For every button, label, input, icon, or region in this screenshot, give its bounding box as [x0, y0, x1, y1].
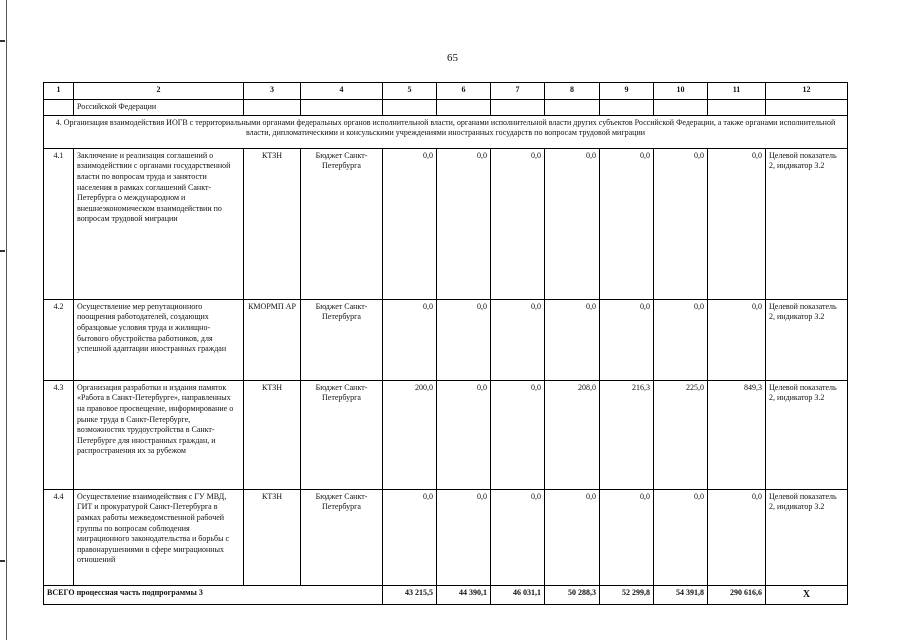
indicator: Целевой показатель 2, индикатор 3.2 [766, 380, 848, 489]
total-amount: 44 390,1 [437, 585, 491, 604]
binding-edge-mark [0, 40, 5, 42]
amount-total-cell: 0,0 [708, 148, 766, 299]
amount-cell: 200,0 [383, 380, 437, 489]
column-number: 11 [708, 83, 766, 100]
grand-total-amount: 290 616,6 [708, 585, 766, 604]
binding-edge-mark [0, 560, 5, 562]
column-number: 12 [766, 83, 848, 100]
total-amount: 46 031,1 [491, 585, 545, 604]
amount-cell: 0,0 [437, 148, 491, 299]
amount-cell: 0,0 [654, 148, 708, 299]
empty-cell [44, 100, 74, 116]
row-number: 4.4 [44, 489, 74, 585]
amount-cell: 0,0 [600, 148, 654, 299]
continuation-row [44, 100, 848, 116]
executor: КМОРМП АР [244, 299, 301, 380]
amount-cell: 0,0 [600, 489, 654, 585]
column-number: 5 [383, 83, 437, 100]
row-number: 4.1 [44, 148, 74, 299]
amount-total-cell: 0,0 [708, 489, 766, 585]
table-row [44, 380, 848, 489]
empty-cell [708, 100, 766, 116]
binding-edge-line [6, 0, 7, 640]
empty-cell [383, 100, 437, 116]
empty-cell [301, 100, 383, 116]
empty-cell [437, 100, 491, 116]
column-number: 4 [301, 83, 383, 100]
page-number: 65 [447, 52, 458, 64]
activity-name: Осуществление взаимодействия с ГУ МВД, ГИТ и прокуратурой Санкт-Петербурга в рамках работы межведомственной рабочей группы по вопросам соблюдения миграционного законодательства и борьбы с правонарушениями в сфере миграционных отношений [74, 489, 244, 585]
amount-cell: 0,0 [491, 380, 545, 489]
column-number: 1 [44, 83, 74, 100]
empty-cell [600, 100, 654, 116]
amount-cell: 0,0 [654, 489, 708, 585]
total-amount: 54 391,8 [654, 585, 708, 604]
column-number: 8 [545, 83, 600, 100]
column-number: 6 [437, 83, 491, 100]
table-row [44, 489, 848, 585]
total-amount: 43 215,5 [383, 585, 437, 604]
column-number: 9 [600, 83, 654, 100]
amount-total-cell: 849,3 [708, 380, 766, 489]
table-row [44, 148, 848, 299]
column-number: 2 [74, 83, 244, 100]
continuation-text: Российской Федерации [74, 100, 244, 116]
amount-cell: 208,0 [545, 380, 600, 489]
amount-cell: 0,0 [437, 380, 491, 489]
indicator: Целевой показатель 2, индикатор 3.2 [766, 148, 848, 299]
table-row [44, 299, 848, 380]
column-number: 3 [244, 83, 301, 100]
total-label: ВСЕГО процессная часть подпрограммы 3 [44, 585, 383, 604]
amount-cell: 0,0 [654, 299, 708, 380]
funding-source: Бюджет Санкт-Петербурга [301, 148, 383, 299]
funding-source: Бюджет Санкт-Петербурга [301, 380, 383, 489]
amount-cell: 216,3 [600, 380, 654, 489]
amount-cell: 0,0 [383, 299, 437, 380]
amount-cell: 225,0 [654, 380, 708, 489]
amount-cell: 0,0 [437, 489, 491, 585]
total-mark: Х [766, 585, 848, 604]
amount-cell: 0,0 [545, 299, 600, 380]
amount-cell: 0,0 [600, 299, 654, 380]
binding-edge-mark [0, 250, 5, 252]
amount-cell: 0,0 [491, 489, 545, 585]
amount-cell: 0,0 [383, 148, 437, 299]
total-amount: 52 299,8 [600, 585, 654, 604]
amount-cell: 0,0 [545, 148, 600, 299]
empty-cell [244, 100, 301, 116]
funding-source: Бюджет Санкт-Петербурга [301, 299, 383, 380]
amount-cell: 0,0 [491, 299, 545, 380]
row-number: 4.2 [44, 299, 74, 380]
total-amount: 50 288,3 [545, 585, 600, 604]
column-number-row [44, 83, 848, 100]
section-row [44, 115, 848, 148]
total-row [44, 585, 848, 604]
amount-cell: 0,0 [545, 489, 600, 585]
row-number: 4.3 [44, 380, 74, 489]
activity-name: Осуществление мер репутационного поощрения работодателей, создающих образцовые условия труда и жилищно-бытового обустройства работников, для успешной адаптации иностранных граждан [74, 299, 244, 380]
indicator: Целевой показатель 2, индикатор 3.2 [766, 299, 848, 380]
section-title: 4. Организация взаимодействия ИОГВ с территориальными органами федеральных органов исполнительной власти, органами исполнительной власти других субъектов Российской Федерации, а также органами исполнительной власти, дипломатическими и консульскими учреждениями иностранных государств по вопросам трудовой миграции [44, 115, 848, 148]
activity-name: Организация разработки и издания памяток «Работа в Санкт-Петербурге», направленных на правовое просвещение, информирование о рынке труда в Санкт-Петербурге, возможностях трудоустройства в Санкт-Петербурге для иностранных граждан, и распространения их за рубежом [74, 380, 244, 489]
indicator: Целевой показатель 2, индикатор 3.2 [766, 489, 848, 585]
executor: КТЗН [244, 489, 301, 585]
amount-cell: 0,0 [383, 489, 437, 585]
column-number: 10 [654, 83, 708, 100]
empty-cell [654, 100, 708, 116]
executor: КТЗН [244, 380, 301, 489]
column-number: 7 [491, 83, 545, 100]
program-activities-table [43, 82, 848, 605]
amount-cell: 0,0 [437, 299, 491, 380]
activity-name: Заключение и реализация соглашений о взаимодействии с органами государственной власти по вопросам труда и занятости населения в рамках соглашений Санкт-Петербурга о международном и внешнеэкономическом взаимодействии по вопросам трудовой миграции [74, 148, 244, 299]
amount-cell: 0,0 [491, 148, 545, 299]
executor: КТЗН [244, 148, 301, 299]
funding-source: Бюджет Санкт-Петербурга [301, 489, 383, 585]
empty-cell [491, 100, 545, 116]
empty-cell [545, 100, 600, 116]
empty-cell [766, 100, 848, 116]
amount-total-cell: 0,0 [708, 299, 766, 380]
